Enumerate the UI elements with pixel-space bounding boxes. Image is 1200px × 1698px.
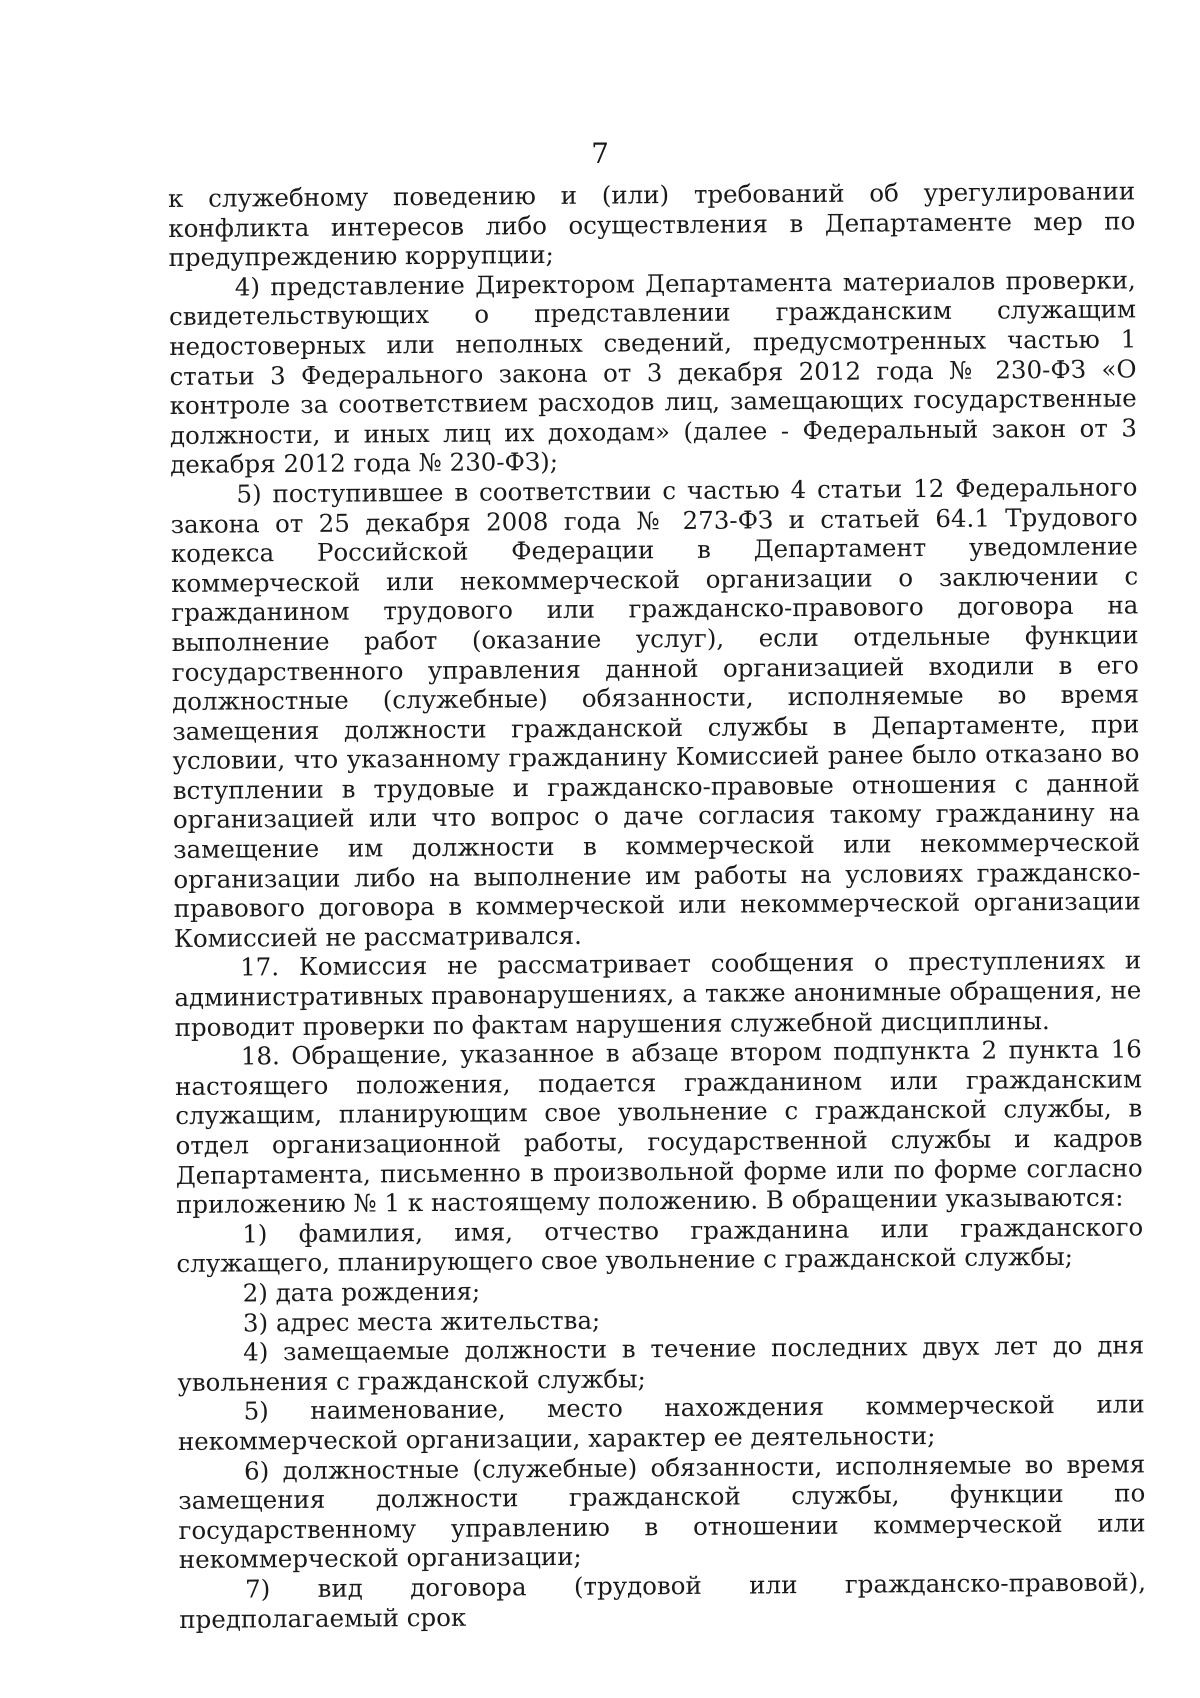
paragraph-item-5: 5) поступившее в соответствии с частью 4 статьи 12 Федерального закона от 25 декабря 2008 года № 273-ФЗ и статьей 64.1 Трудового кодекса Российской Федерации в Департамент уведомление коммерческой или некоммерческой организации о заключении с гражданином трудового или гражданско-правового договора на выполнение работ (оказание услуг), если отдельные функции государственного управления данной организацией входили в его должностные (служебные) обязанности, исполняемые во время замещения должности гражданской службы в Департаменте, при условии, что указанному гражданину Комиссией ранее было отказано во вступлении в трудовые и гражданско-правовые отношения с данной организацией или что вопрос о даче согласия такому гражданину на замещение им должности в коммерческой или некоммерческой организации либо на выполнение им работы на условиях гражданско-правового договора в коммерческой или некоммерческой организации Комиссией не рассматривался. bbox=[170, 472, 1141, 953]
list-item-4: 4) замещаемые должности в течение последних двух лет до дня увольнения с гражданской службы; bbox=[177, 1330, 1145, 1397]
list-item-2: 2) дата рождения; bbox=[242, 1276, 481, 1308]
paragraph-continuation: к служебному поведению и (или) требований об урегулировании конфликта интересов либо осуществления в Департаменте мер по предупреждению коррупции; bbox=[168, 176, 1136, 273]
paragraph-item-4: 4) представление Директором Департамента материалов проверки, свидетельствующих о представлении гражданским служащим недостоверных или неполных сведений, предусмотренных частью 1 статьи 3 Федерального закона от 3 декабря 2012 года № 230-ФЗ «О контроле за соответствием расходов лиц, замещающих государственные должности, и иных лиц их доходам» (далее - Федеральный закон от 3 декабря 2012 года № 230-ФЗ); bbox=[168, 265, 1138, 480]
list-item-7: 7) вид договора (трудовой или гражданско-правовой), предполагаемый срок bbox=[179, 1567, 1147, 1634]
list-item-3: 3) адрес места жительства; bbox=[242, 1305, 601, 1338]
list-item-1: 1) фамилия, имя, отчество гражданина или гражданского служащего, планирующего свое увольнение с гражданской службы; bbox=[176, 1212, 1144, 1279]
list-item-5: 5) наименование, место нахождения коммерческой или некоммерческой организации, характер ее деятельности; bbox=[177, 1389, 1145, 1456]
document-body bbox=[168, 176, 1146, 1634]
list-item-6: 6) должностные (служебные) обязанности, исполняемые во время замещения должности гражданской службы, функции по государственному управлению в отношении коммерческой или некоммерческой организации; bbox=[178, 1448, 1146, 1575]
paragraph-clause-17: 17. Комиссия не рассматривает сообщения о преступлениях и административных правонарушениях, а также анонимные обращения, не проводит проверки по фактам нарушения служебной дисциплины. bbox=[174, 945, 1142, 1042]
page-number: 7 bbox=[591, 137, 609, 170]
paragraph-clause-18: 18. Обращение, указанное в абзаце втором подпункта 2 пункта 16 настоящего положения, подается гражданином или гражданским служащим, планирующим свое увольнение с гражданской службы, в отдел организационной работы, государственной службы и кадров Департамента, письменно в произвольной форме или по форме согласно приложению № 1 к настоящему положению. В обращении указываются: bbox=[174, 1034, 1143, 1220]
